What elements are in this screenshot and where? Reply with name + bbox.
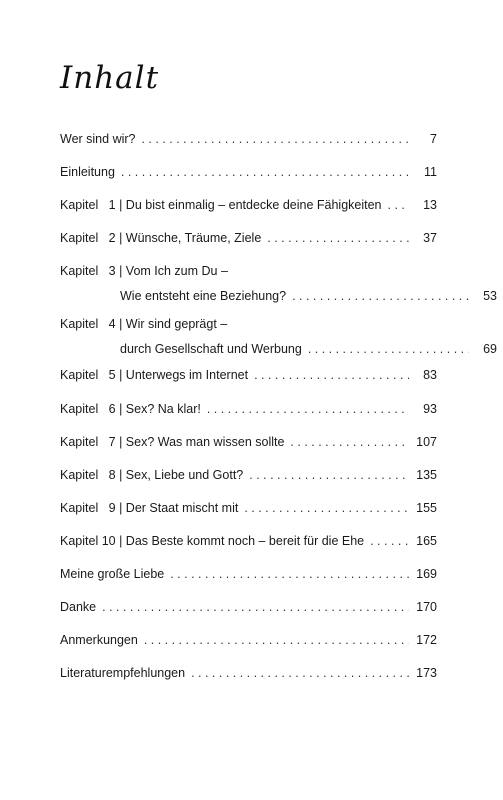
chapter-prefix: Kapitel 6 |	[60, 402, 126, 416]
toc-entry[interactable]	[60, 316, 497, 357]
entry-title: Danke	[60, 600, 97, 614]
page-number: 37	[423, 231, 437, 245]
dot-leader	[244, 500, 409, 516]
dot-leader	[292, 288, 469, 304]
entry-title-continued: Wie entsteht eine Beziehung?	[120, 289, 287, 303]
dot-leader	[144, 632, 409, 648]
dot-leader	[308, 341, 469, 357]
entry-title: Sex, Liebe und Gott?	[125, 468, 244, 482]
entry-title: Wir sind geprägt –	[125, 317, 228, 331]
page-number: 7	[430, 132, 437, 146]
toc-entry[interactable]	[60, 665, 437, 681]
chapter-prefix: Kapitel 7 |	[60, 435, 126, 449]
dot-leader	[370, 533, 409, 549]
dot-leader	[388, 197, 409, 213]
page-number: 173	[416, 666, 437, 680]
entry-title: Der Staat mischt mit	[125, 501, 239, 515]
toc-entry[interactable]	[60, 434, 437, 450]
toc-entry[interactable]	[60, 197, 437, 213]
entry-title: Literaturempfehlungen	[60, 666, 186, 680]
toc-entry[interactable]	[60, 533, 437, 549]
page-number: 172	[416, 633, 437, 647]
page-number: 83	[423, 368, 437, 382]
toc-entry[interactable]	[60, 599, 437, 615]
entry-title: Das Beste kommt noch – bereit für die Ehe	[125, 534, 365, 548]
chapter-prefix: Kapitel 2 |	[60, 231, 126, 245]
toc-entry[interactable]	[60, 230, 437, 246]
page-number: 170	[416, 600, 437, 614]
toc-entry[interactable]	[60, 467, 437, 483]
chapter-prefix: Kapitel 8 |	[60, 468, 126, 482]
toc-entry[interactable]	[60, 131, 437, 147]
chapter-prefix: Kapitel 5 |	[60, 368, 126, 382]
entry-title: Unterwegs im Internet	[125, 368, 249, 382]
entry-title-continued: durch Gesellschaft und Werbung	[120, 342, 302, 356]
toc-entry[interactable]	[60, 401, 437, 417]
toc-entry[interactable]	[60, 566, 437, 582]
entry-title: Vom Ich zum Du –	[125, 264, 228, 278]
page-number: 53	[483, 289, 497, 303]
chapter-prefix: Kapitel 10 |	[60, 534, 126, 548]
dot-leader	[254, 367, 409, 383]
toc-entry[interactable]	[60, 367, 437, 383]
dot-leader	[249, 467, 409, 483]
entry-title: Sex? Na klar!	[125, 402, 201, 416]
toc-entry[interactable]	[60, 500, 437, 516]
entry-title: Sex? Was man wissen sollte	[125, 435, 285, 449]
chapter-prefix: Kapitel 1 |	[60, 198, 126, 212]
page-number: 107	[416, 435, 437, 449]
toc-entry[interactable]	[60, 263, 497, 304]
dot-leader	[102, 599, 409, 615]
page-number: 165	[416, 534, 437, 548]
page-number: 13	[423, 198, 437, 212]
chapter-prefix: Kapitel 4 |	[60, 317, 126, 331]
entry-title: Meine große Liebe	[60, 567, 165, 581]
dot-leader	[207, 401, 409, 417]
dot-leader	[170, 566, 409, 582]
dot-leader	[267, 230, 409, 246]
dot-leader	[191, 665, 409, 681]
entry-title: Wer sind wir?	[60, 132, 136, 146]
chapter-prefix: Kapitel 9 |	[60, 501, 126, 515]
page-number: 11	[424, 165, 437, 179]
entry-title: Anmerkungen	[60, 633, 138, 647]
dot-leader	[121, 164, 409, 180]
page-number: 169	[416, 567, 437, 581]
dot-leader	[141, 131, 409, 147]
page-number: 155	[416, 501, 437, 515]
toc-entry[interactable]	[60, 164, 437, 180]
page-number: 69	[483, 342, 497, 356]
toc-entry[interactable]	[60, 632, 437, 648]
chapter-prefix: Kapitel 3 |	[60, 264, 126, 278]
dot-leader	[290, 434, 409, 450]
page-number: 93	[423, 402, 437, 416]
page-title: Inhalt	[60, 60, 160, 96]
entry-title: Du bist einmalig – entdecke deine Fähigkeiten	[125, 198, 382, 212]
entry-title: Wünsche, Träume, Ziele	[125, 231, 262, 245]
entry-title: Einleitung	[60, 165, 115, 179]
page-number: 135	[416, 468, 437, 482]
